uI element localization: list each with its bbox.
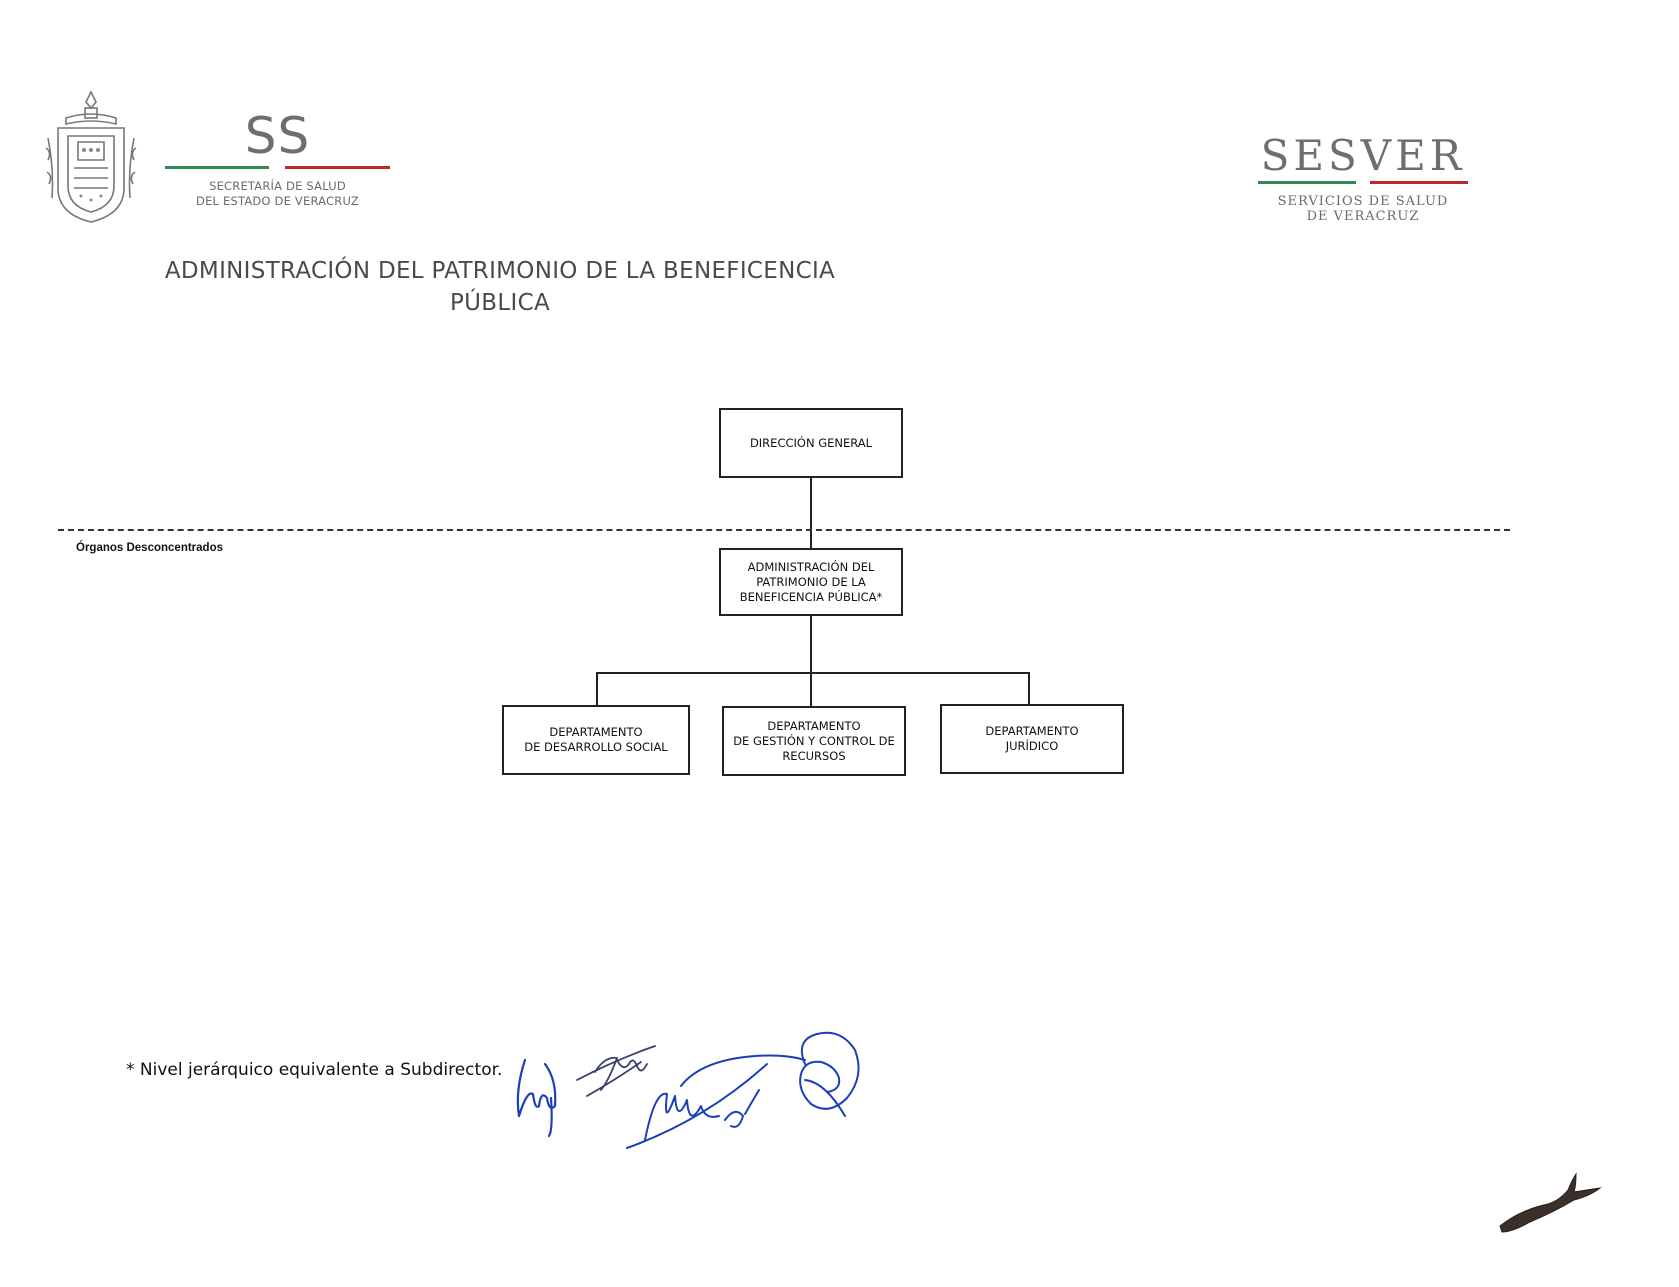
sesver-logo (1258, 133, 1468, 223)
section-label: Órganos Desconcentrados (76, 542, 223, 554)
connector-line (596, 672, 1030, 674)
page-title (150, 255, 850, 319)
ss-logo (165, 108, 390, 228)
sesver-logo-line2: DE VERACRUZ (1306, 209, 1420, 224)
org-box-administracion: ADMINISTRACIÓN DEL PATRIMONIO DE LA BENEFICENCIA PÚBLICA* (719, 548, 903, 616)
divider-line (58, 529, 1510, 531)
sesver-logo-line1: SERVICIOS DE SALUD (1277, 194, 1449, 209)
veracruz-coat-of-arms-icon (44, 88, 139, 228)
page-title-line2: PÚBLICA (450, 290, 550, 316)
ink-mark-icon (1490, 1160, 1610, 1240)
ss-logo-line2: DEL ESTADO DE VERACRUZ (196, 194, 359, 208)
page-title-line1: ADMINISTRACIÓN DEL PATRIMONIO DE LA BENEFICENCIA (164, 258, 836, 284)
connector-line (1028, 672, 1030, 706)
ss-logo-color-bar (165, 166, 390, 169)
org-box-gestion-control-recursos: DEPARTAMENTO DE GESTIÓN Y CONTROL DE RECURSOS (722, 706, 906, 776)
connector-line (596, 672, 598, 706)
sesver-logo-color-bar (1258, 181, 1468, 184)
connector-line (810, 478, 812, 548)
ss-logo-mark: SS (244, 107, 311, 165)
org-box-juridico: DEPARTAMENTO JURÍDICO (940, 704, 1124, 774)
handwritten-signatures-icon (505, 1020, 890, 1180)
connector-line (810, 616, 812, 708)
org-box-desarrollo-social: DEPARTAMENTO DE DESARROLLO SOCIAL (502, 705, 690, 775)
sesver-logo-mark: SESVER (1260, 131, 1466, 180)
footnote: * Nivel jerárquico equivalente a Subdirector. (126, 1060, 503, 1080)
ss-logo-line1: SECRETARÍA DE SALUD (209, 179, 346, 193)
org-box-direccion-general: DIRECCIÓN GENERAL (719, 408, 903, 478)
